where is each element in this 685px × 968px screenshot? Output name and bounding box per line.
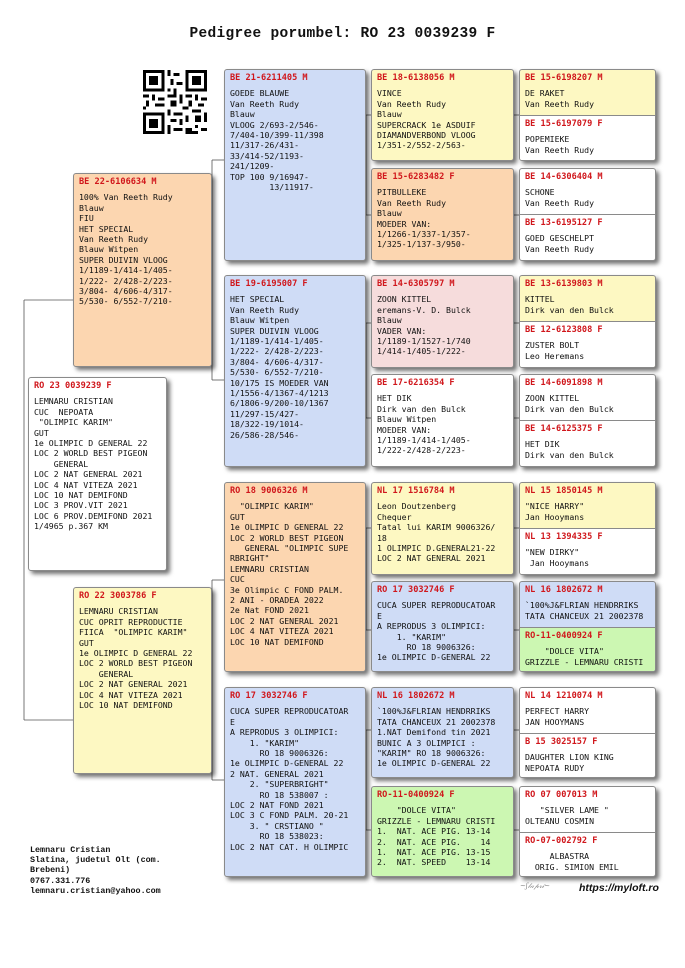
- pigeon-details: `100%J&FLRIAN HENDRRIKS TATA CHANCEUX 21 2002378: [525, 600, 644, 621]
- pigeon-details: "SILVER LAME " OLTEANU COSMIN: [525, 805, 609, 826]
- pigeon-ring-number: BE 21-6211405 M: [230, 73, 308, 83]
- breeder-contact: [30, 845, 161, 896]
- pigeon-ring-number: NL 14 1210074 M: [525, 691, 603, 701]
- gen4-pair-3[interactable]: [519, 275, 656, 368]
- breeder-phone: 0767.331.776: [30, 875, 91, 886]
- sdd-card[interactable]: [371, 374, 514, 467]
- gen4-pair-1[interactable]: [519, 69, 656, 161]
- pigeon-ring-number: RO 07 007013 M: [525, 790, 598, 800]
- pigeon-details: GOEDE BLAUWE Van Reeth Rudy Blauw VLOOG 2/693-2/546- 7/404-10/399-11/398 11/317-26/431- 33/414-52/1193- 241/1209- TOP 100 9/16947- 13/11917-: [230, 88, 324, 193]
- pigeon-details: HET SPECIAL Van Reeth Rudy Blauw Witpen SUPER DUIVIN VLOOG 1/1189-1/414-1/405- 1/222- 2/428-2/223- 3/804- 4/606-4/317- 5/530- 6/552-7/210- 10/175 IS MOEDER VAN 1/1556-4/1367-4/1213 6/1806-9/200-10/1367 11/297-15/427- 18/322-19/1014- 26/586-28/546-: [230, 294, 329, 440]
- dsd-card[interactable]: [371, 581, 514, 672]
- pigeon-ring-number: RO-07-002792 F: [525, 836, 598, 846]
- pigeon-details: Leon Doutzenberg Chequer Tatal lui KARIM 9006326/ 18 1 OLIMPIC D.GENERAL21-22 LOC 2 NAT GENERAL 2021: [377, 501, 496, 564]
- breeder-address: Slatina, judetul Olt (com.: [30, 855, 161, 866]
- dam-sire-card[interactable]: [224, 482, 366, 672]
- breeder-name: Lemnaru Cristian: [30, 845, 111, 855]
- pigeon-details: DE RAKET Van Reeth Rudy: [525, 88, 595, 109]
- pigeon-details: LEMNARU CRISTIAN CUC OPRIT REPRODUCTIE FIICA "OLIMPIC KARIM" GUT 1e OLIMPIC D GENERAL 22 LOC 2 WORLD BEST PIGEON GENERAL LOC 2 NAT GENERAL 2021 LOC 4 NAT VITEZA 2021 LOC 10 NAT DEMIFOND: [79, 606, 193, 711]
- sire-card[interactable]: [73, 173, 212, 367]
- pigeon-details: HET DIK Dirk van den Bulck: [525, 439, 614, 460]
- pigeon-ring-number: NL 13 1394335 F: [525, 532, 603, 542]
- website-link[interactable]: https://myloft.ro: [579, 882, 659, 894]
- pigeon-ring-number: RO 17 3032746 F: [230, 691, 308, 701]
- pigeon-ring-number: BE 22-6106634 M: [79, 177, 157, 187]
- pigeon-details: ZOON KITTEL eremans-V. D. Bulck Blauw VADER VAN: 1/1189-1/1527-1/740 1/414-1/405-1/222-: [377, 294, 471, 357]
- ddd-card[interactable]: [371, 786, 514, 877]
- pigeon-details: ALBASTRA ORIG. SIMION EMIL: [534, 851, 619, 872]
- gen4-pair-7[interactable]: [519, 687, 656, 778]
- pigeon-details: GOED GESCHELPT Van Reeth Rudy: [525, 233, 595, 254]
- pigeon-ring-number: RO 17 3032746 F: [377, 585, 455, 595]
- sire-dam-card[interactable]: [224, 275, 366, 467]
- ssd-card[interactable]: [371, 168, 514, 261]
- sds-card[interactable]: [371, 275, 514, 368]
- pigeon-ring-number: BE 13-6139803 M: [525, 279, 603, 289]
- pigeon-details: "DOLCE VITA" GRIZZLE - LEMNARU CRISTI: [525, 646, 644, 667]
- pigeon-details: "NICE HARRY" Jan Hooymans: [525, 501, 585, 522]
- pigeon-ring-number: RO-11-0400924 F: [525, 631, 603, 641]
- pigeon-details: 100% Van Reeth Rudy Blauw FIU HET SPECIAL Van Reeth Rudy Blauw Witpen SUPER DUIVIN VLOOG 1/1189-1/414-1/405- 1/222- 2/428-2/223- 3/804- 4/606-4/317- 5/530- 6/552-7/210-: [79, 192, 173, 307]
- pigeon-details: "DOLCE VITA" GRIZZLE - LEMNARU CRISTI 1. NAT. ACE PIG. 13-14 2. NAT. ACE PIG. 14 1. NAT. ACE PIG. 13-15 2. NAT. SPEED 13-14: [377, 805, 496, 868]
- pigeon-ring-number: BE 14-6125375 F: [525, 424, 603, 434]
- pigeon-ring-number: NL 17 1516784 M: [377, 486, 455, 496]
- pigeon-ring-number: B 15 3025157 F: [525, 737, 598, 747]
- sire-sire-card[interactable]: [224, 69, 366, 261]
- signature-icon: ~ʃ𝓁𝒶𝓅𝓇𝒾~: [520, 882, 550, 890]
- dam-card[interactable]: [73, 587, 212, 774]
- pigeon-details: POPEMIEKE Van Reeth Rudy: [525, 134, 595, 155]
- pigeon-ring-number: RO-11-0400924 F: [377, 790, 455, 800]
- pigeon-details: HET DIK Dirk van den Bulck Blauw Witpen MOEDER VAN: 1/1189-1/414-1/405- 1/222-2/428-2/223-: [377, 393, 471, 456]
- pigeon-ring-number: BE 14-6305797 M: [377, 279, 455, 289]
- gen4-pair-4[interactable]: [519, 374, 656, 467]
- gen4-pair-2[interactable]: [519, 168, 656, 261]
- pigeon-ring-number: BE 14-6091898 M: [525, 378, 603, 388]
- gen4-pair-5[interactable]: [519, 482, 656, 575]
- pigeon-ring-number: NL 16 1802672 M: [525, 585, 603, 595]
- pigeon-ring-number: NL 15 1850145 M: [525, 486, 603, 496]
- pigeon-ring-number: RO 23 0039239 F: [34, 381, 112, 391]
- pigeon-details: DAUGHTER LION KING NEPOATA RUDY: [525, 752, 614, 773]
- pigeon-details: PERFECT HARRY JAN HOOYMANS: [525, 706, 590, 727]
- pigeon-details: "OLIMPIC KARIM" GUT 1e OLIMPIC D GENERAL 22 LOC 2 WORLD BEST PIGEON GENERAL "OLIMPIC SUPE RBRIGHT" LEMNARU CRISTIAN CUC 3e Olimpic C FOND PALM. 2 ANI - ORADEA 2022 2e Nat FOND 2021 LOC 2 NAT GENERAL 2021 LOC 4 NAT VITEZA 2021 LOC 10 NAT DEMIFOND: [230, 501, 349, 647]
- breeder-address-2: Brebeni): [30, 865, 71, 876]
- pigeon-ring-number: BE 15-6197079 F: [525, 119, 603, 129]
- pigeon-details: VINCE Van Reeth Rudy Blauw SUPERCRACK 1e ASDUIF DIAMANDVERBOND VLOOG 1/351-2/552-2/563-: [377, 88, 476, 151]
- pigeon-ring-number: BE 12-6123808 F: [525, 325, 603, 335]
- pigeon-details: "NEW DIRKY" Jan Hooymans: [525, 547, 590, 568]
- pigeon-details: ZUSTER BOLT Leo Heremans: [525, 340, 585, 361]
- pigeon-ring-number: BE 19-6195007 F: [230, 279, 308, 289]
- breeder-email[interactable]: lemnaru.cristian@yahoo.com: [30, 885, 161, 896]
- gen4-pair-6[interactable]: [519, 581, 656, 672]
- pigeon-details: CUCA SUPER REPRODUCATOAR E A REPRODUS 3 OLIMPICI: 1. "KARIM" RO 18 9006326: 1e OLIMPIC D-GENERAL 22 2 NAT. GENERAL 2021 2. "SUPERBRIGHT" RO 18 538007 : LOC 2 NAT FOND 2021 LOC 3 C FOND PALM. 20-21 3. " CRSTIANO " RO 18 538023: LOC 2 NAT CAT. H OLIMPIC: [230, 706, 349, 852]
- dds-card[interactable]: [371, 687, 514, 778]
- pigeon-ring-number: BE 15-6283482 F: [377, 172, 455, 182]
- sss-card[interactable]: [371, 69, 514, 161]
- gen4-pair-8[interactable]: [519, 786, 656, 877]
- subject-card[interactable]: [28, 377, 167, 571]
- pigeon-details: PITBULLEKE Van Reeth Rudy Blauw MOEDER VAN: 1/1266-1/337-1/357- 1/325-1/137-3/950-: [377, 187, 471, 250]
- pigeon-ring-number: BE 15-6198207 M: [525, 73, 603, 83]
- pigeon-details: `100%J&FLRIAN HENDRRIKS TATA CHANCEUX 21 2002378 1.NAT Demifond tin 2021 BUNIC A 3 OLIMPICI : "KARIM" RO 18 9006326: 1e OLIMPIC D-GENERAL 22: [377, 706, 496, 769]
- dam-dam-card[interactable]: [224, 687, 366, 877]
- pigeon-ring-number: BE 18-6138056 M: [377, 73, 455, 83]
- pigeon-ring-number: RO 18 9006326 M: [230, 486, 308, 496]
- pigeon-ring-number: RO 22 3003786 F: [79, 591, 157, 601]
- pigeon-details: LEMNARU CRISTIAN CUC NEPOATA "OLIMPIC KARIM" GUT 1e OLIMPIC D GENERAL 22 LOC 2 WORLD BEST PIGEON GENERAL LOC 2 NAT GENERAL 2021 LOC 4 NAT VITEZA 2021 LOC 10 NAT DEMIFOND LOC 3 PROV.VIT 2021 LOC 6 PROV.DEMIFOND 2021 1/4965 p.367 KM: [34, 396, 153, 532]
- dss-card[interactable]: [371, 482, 514, 575]
- pigeon-ring-number: BE 13-6195127 F: [525, 218, 603, 228]
- pigeon-details: CUCA SUPER REPRODUCATOAR E A REPRODUS 3 OLIMPICI: 1. "KARIM" RO 18 9006326: 1e OLIMPIC D-GENERAL 22: [377, 600, 496, 663]
- pigeon-details: KITTEL Dirk van den Bulck: [525, 294, 614, 315]
- pigeon-ring-number: NL 16 1802672 M: [377, 691, 455, 701]
- pigeon-details: SCHONE Van Reeth Rudy: [525, 187, 595, 208]
- pigeon-ring-number: BE 14-6306404 M: [525, 172, 603, 182]
- page-title: Pedigree porumbel: RO 23 0039239 F: [189, 26, 496, 42]
- pigeon-details: ZOON KITTEL Dirk van den Bulck: [525, 393, 614, 414]
- pigeon-ring-number: BE 17-6216354 F: [377, 378, 455, 388]
